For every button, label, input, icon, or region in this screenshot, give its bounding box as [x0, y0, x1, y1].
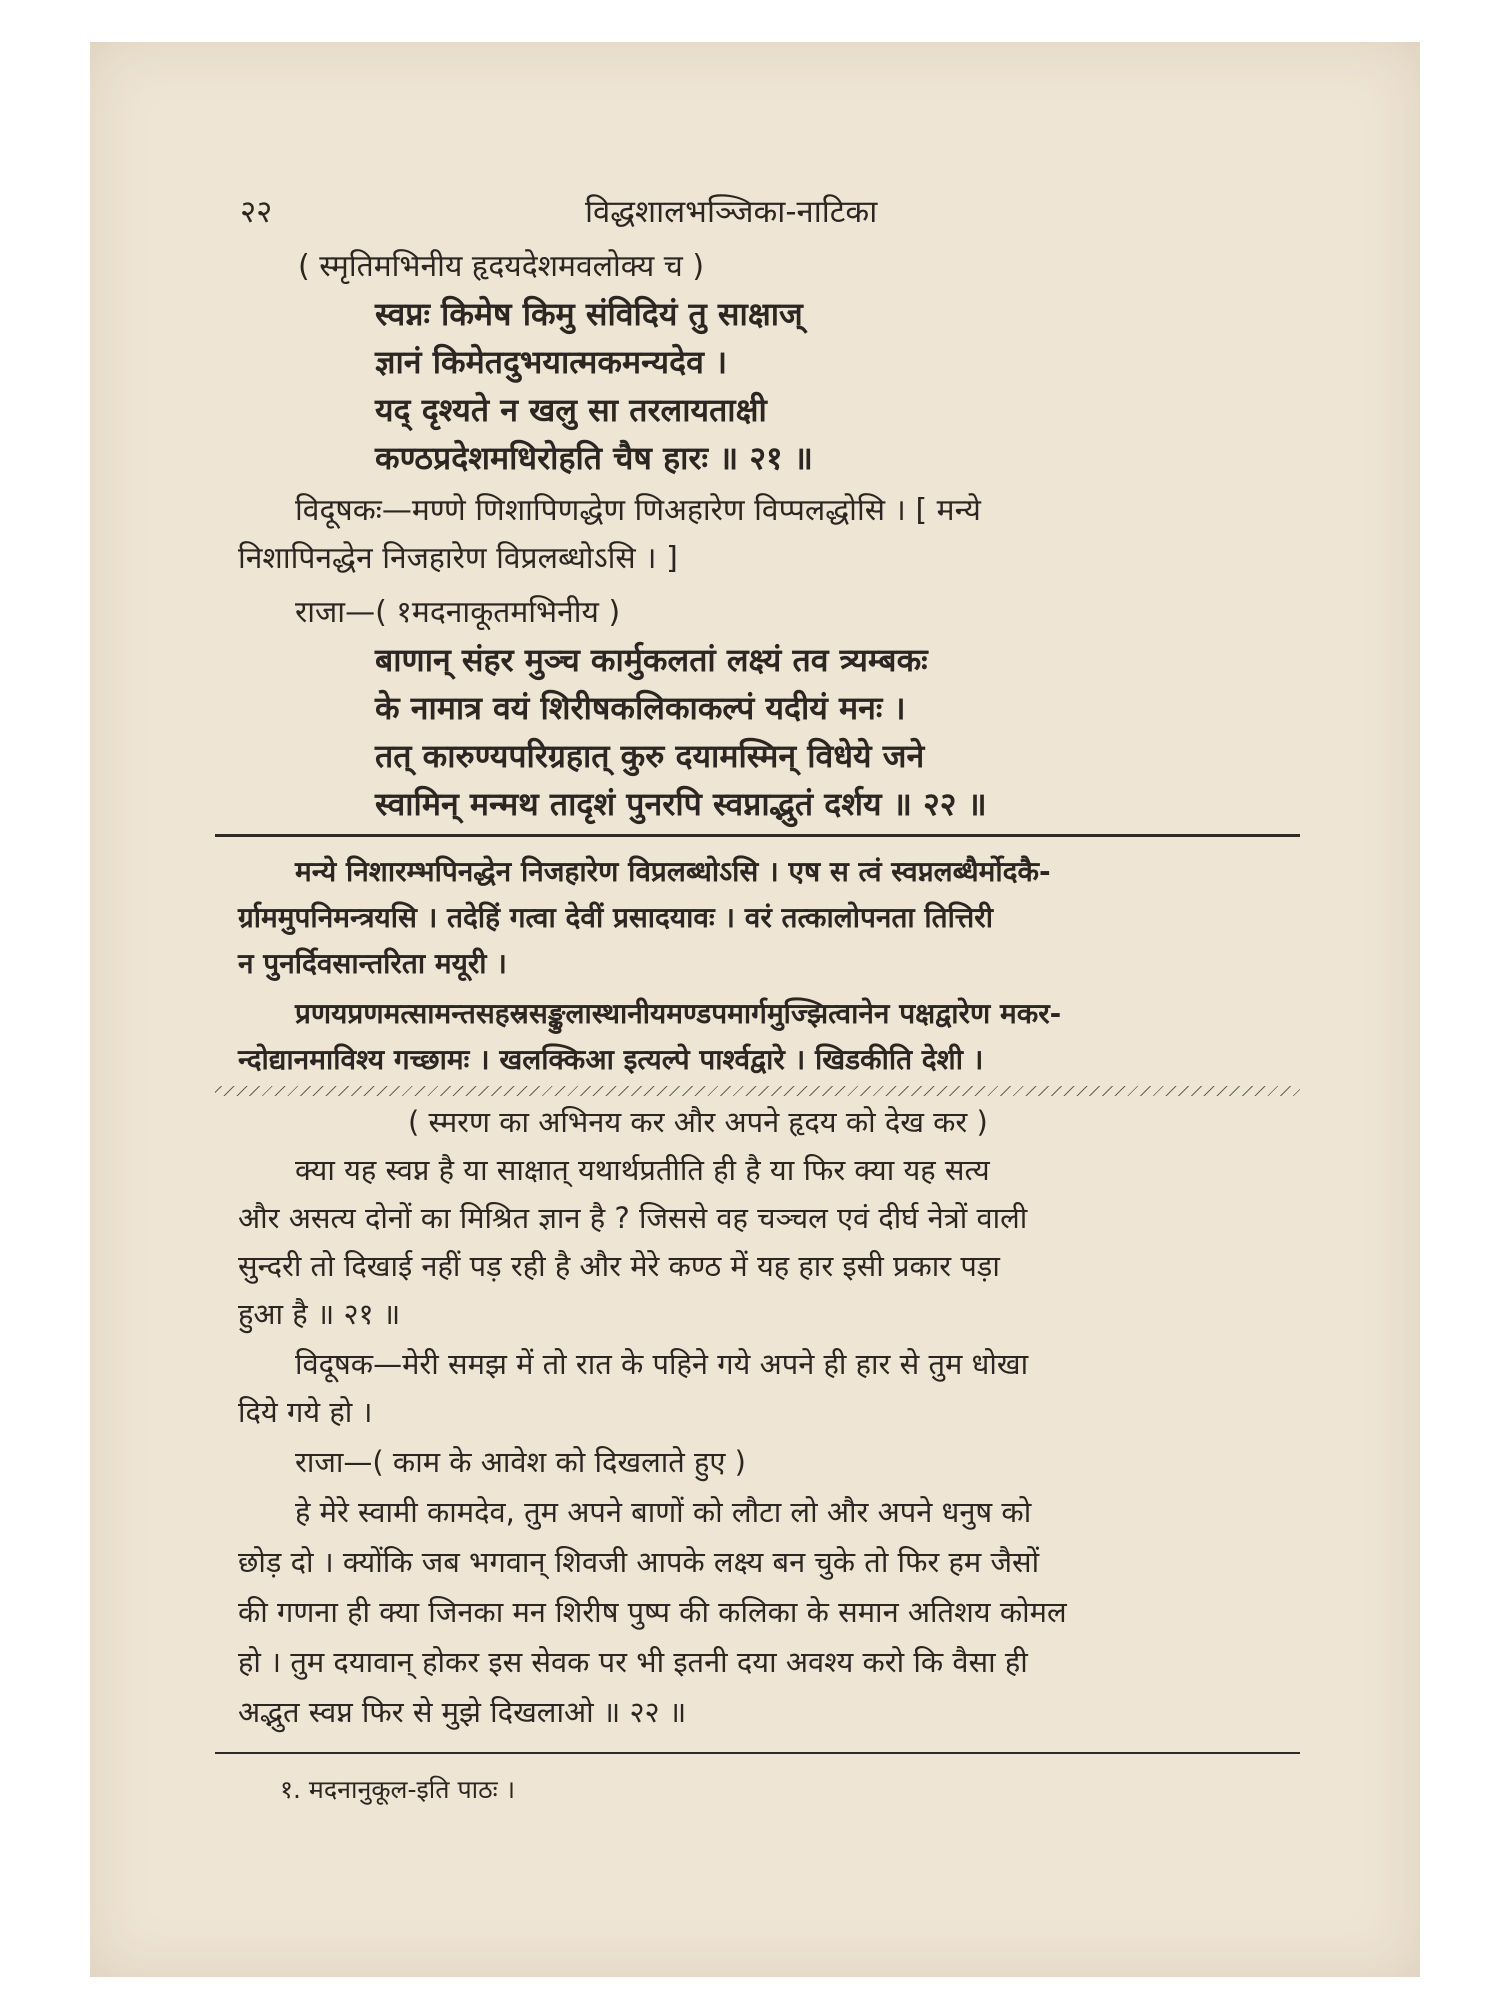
- hindi-vidushaka-line-2: दिये गये हो ।: [238, 1395, 373, 1429]
- hindi-21-line-2: और असत्य दोनों का मिश्रित ज्ञान है ? जिससे वह चञ्चल एवं दीर्घ नेत्रों वाली: [238, 1201, 1028, 1235]
- vidushaka-prakrit-line-1: विदूषकः—मण्णे णिशापिणद्धेण णिअहारेण विप्पलद्धोसि । [ मन्ये: [295, 493, 981, 528]
- hindi-21-line-3: सुन्दरी तो दिखाई नहीं पड़ रही है और मेरे कण्ठ में यह हार इसी प्रकार पड़ा: [238, 1249, 1000, 1283]
- page-number: २२: [240, 194, 273, 230]
- verse-22-line-4: स्वामिन् मन्मथ तादृशं पुनरपि स्वप्नाद्भुतं दर्शय ॥ २२ ॥: [375, 785, 987, 823]
- hindi-22-line-2: छोड़ दो । क्योंकि जब भगवान् शिवजी आपके लक्ष्य बन चुके तो फिर हम जैसों: [238, 1545, 1040, 1579]
- commentary-line-5: न्दोद्यानमाविश्य गच्छामः । खलक्किआ इत्यल्पे पार्श्वद्वारे । खिडकीति देशी ।: [238, 1043, 984, 1076]
- hindi-22-line-1: हे मेरे स्वामी कामदेव, तुम अपने बाणों को लौटा लो और अपने धनुष को: [295, 1495, 1032, 1529]
- verse-21-line-3: यद् दृश्यते न खलु सा तरलायताक्षी: [375, 391, 767, 429]
- verse-22-line-2: के नामात्र वयं शिरीषकलिकाकल्पं यदीयं मनः ।: [375, 689, 906, 727]
- verse-21-line-1: स्वप्नः किमेष किमु संविदियं तु साक्षाज्: [375, 295, 803, 333]
- hindi-stage-direction: ( स्मरण का अभिनय कर और अपने हृदय को देख कर ): [408, 1105, 988, 1139]
- raja-stage-direction-sanskrit: राजा—( १मदनाकूतमभिनीय ): [295, 595, 621, 630]
- verse-22-line-1: बाणान् संहर मुञ्च कार्मुकलतां लक्ष्यं तव त्र्यम्बकः: [375, 641, 928, 679]
- hindi-21-line-4: हुआ है ॥ २१ ॥: [238, 1297, 401, 1331]
- hindi-raja-direction: राजा—( काम के आवेश को दिखलाते हुए ): [295, 1445, 746, 1479]
- vidushaka-prakrit-line-2: निशापिनद्धेन निजहारेण विप्रलब्धोऽसि । ]: [238, 541, 678, 576]
- hindi-22-line-4: हो । तुम दयावान् होकर इस सेवक पर भी इतनी दया अवश्य करो कि वैसा ही: [238, 1645, 1028, 1679]
- stage-direction-sanskrit-1: ( स्मृतिमभिनीय हृदयदेशमवलोक्य च ): [298, 249, 705, 284]
- verse-21-line-2: ज्ञानं किमेतदुभयात्मकमन्यदेव ।: [375, 343, 728, 381]
- commentary-line-3: न पुनर्दिवसान्तरिता मयूरी ।: [238, 947, 507, 980]
- hindi-21-line-1: क्या यह स्वप्न है या साक्षात् यथार्थप्रतीति ही है या फिर क्या यह सत्य: [295, 1153, 990, 1187]
- commentary-line-2: र्ग्राममुपनिमन्त्रयसि । तदेहिं गत्वा देवीं प्रसादयावः । वरं तत्कालोपनता तित्तिरी: [238, 901, 993, 934]
- running-title: विद्धशालभञ्जिका-नाटिका: [585, 194, 878, 230]
- hindi-22-line-5: अद्भुत स्वप्न फिर से मुझे दिखलाओ ॥ २२ ॥: [238, 1695, 687, 1729]
- footnote: १. मदनानुकूल-इति पाठः ।: [280, 1775, 516, 1804]
- hindi-vidushaka-line-1: विदूषक—मेरी समझ में तो रात के पहिने गये अपने ही हार से तुम धोखा: [295, 1347, 1029, 1381]
- book-page: [90, 42, 1420, 1977]
- footnote-rule: [215, 1752, 1300, 1754]
- commentary-line-1: मन्ये निशारम्भपिनद्धेन निजहारेण विप्रलब्धोऽसि । एष स त्वं स्वप्नलब्धैर्मोदकै-: [295, 855, 1051, 888]
- commentary-line-4: प्रणयप्रणमत्सामन्तसहस्रसङ्कुलास्थानीयमण्डपमार्गमुज्झित्वानेन पक्षद्वारेण मकर-: [295, 997, 1062, 1030]
- wavy-divider: [215, 1086, 1300, 1096]
- verse-22-line-3: तत् कारुण्यपरिग्रहात् कुरु दयामस्मिन् विधेये जने: [375, 737, 925, 775]
- verse-21-line-4: कण्ठप्रदेशमधिरोहति चैष हारः ॥ २१ ॥: [375, 439, 813, 477]
- section-divider: [215, 834, 1300, 837]
- hindi-22-line-3: की गणना ही क्या जिनका मन शिरीष पुष्प की कलिका के समान अतिशय कोमल: [238, 1595, 1067, 1629]
